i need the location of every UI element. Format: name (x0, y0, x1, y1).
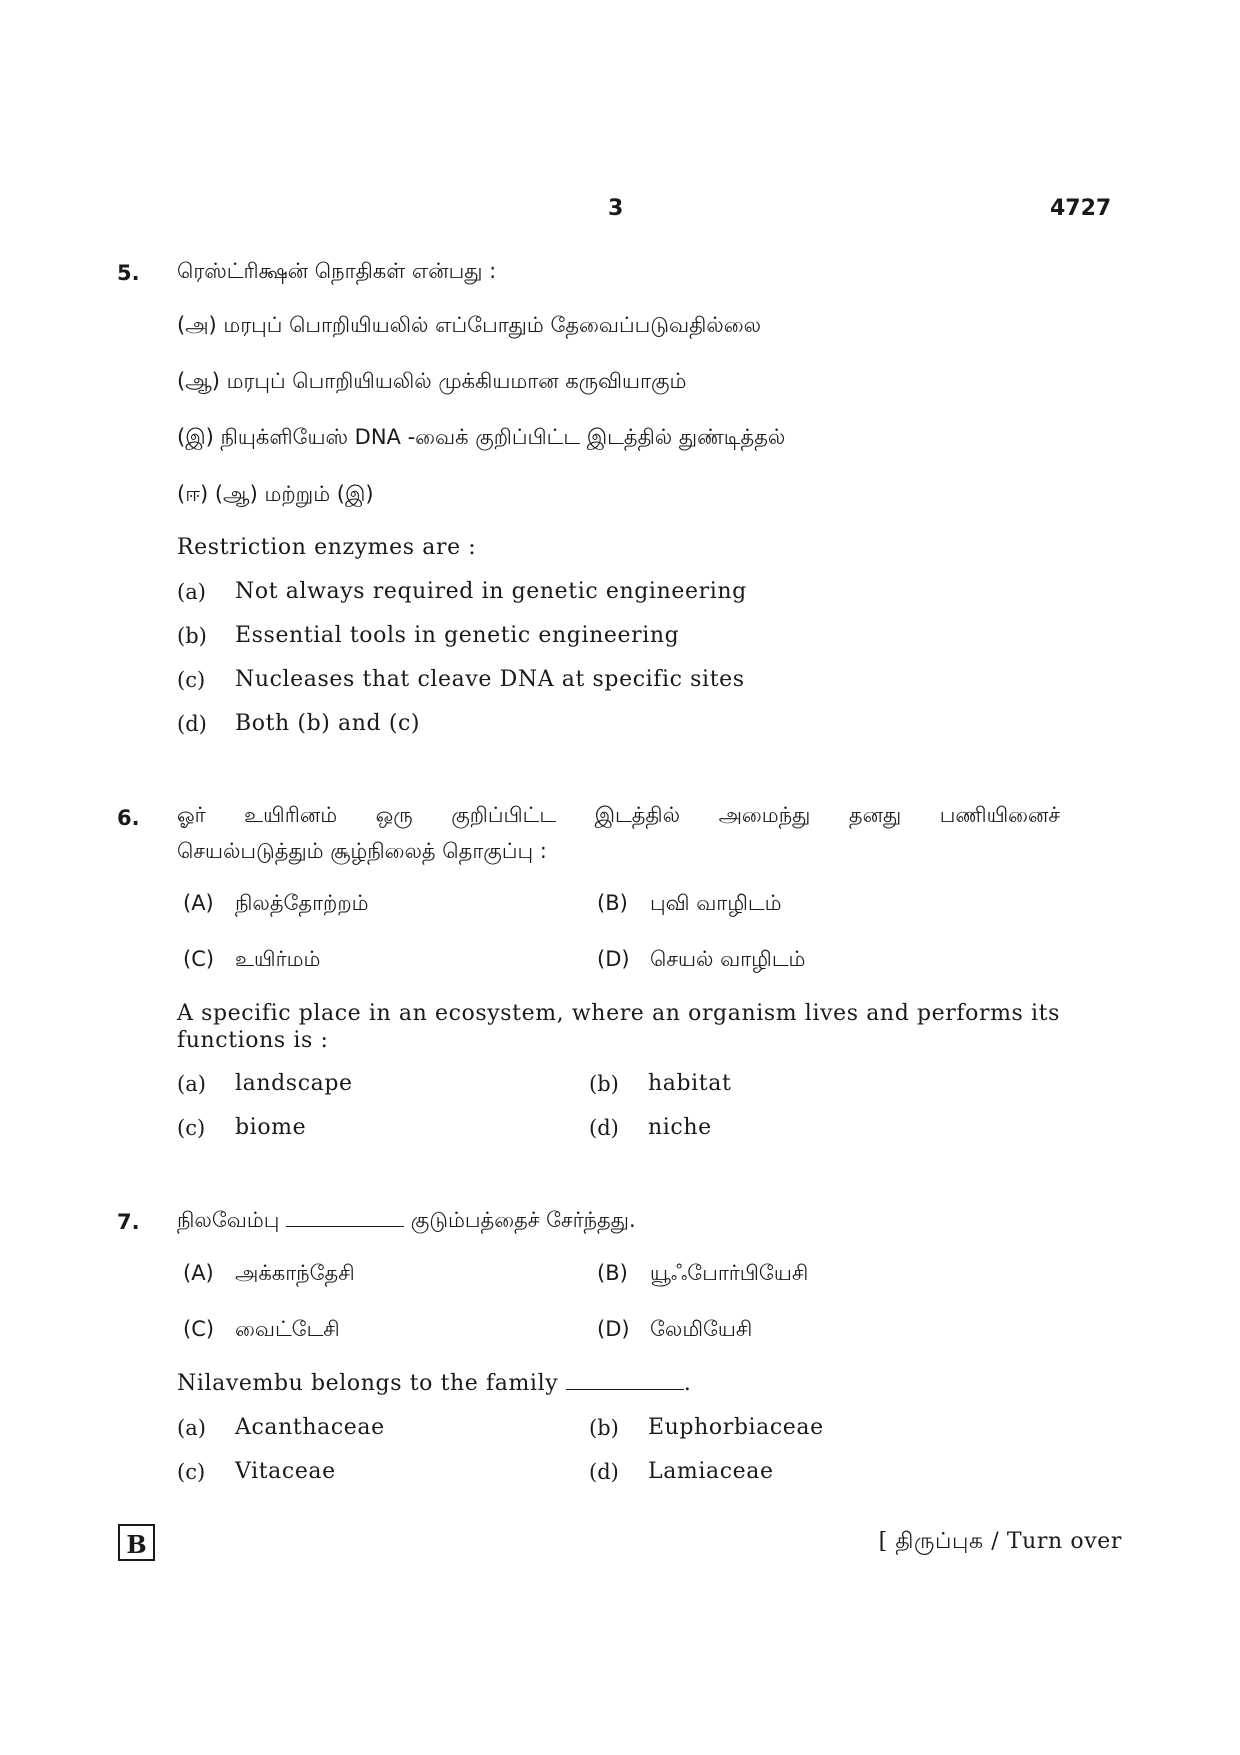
stem-text-before: Nilavembu belongs to the family (177, 1371, 559, 1396)
option-text: landscape (235, 1071, 353, 1096)
option-label: (a) (177, 1416, 206, 1440)
question-stem-tamil (177, 1208, 636, 1235)
question-stem-english-line: functions is : (177, 1028, 329, 1053)
option-tamil: லேமியேசி (650, 1317, 753, 1341)
option-label: (d) (177, 712, 207, 736)
option-tamil: நிலத்தோற்றம் (235, 891, 369, 915)
option-label: (a) (177, 1072, 206, 1096)
page-number: 3 (608, 196, 624, 221)
option-text: Lamiaceae (648, 1459, 774, 1484)
question-number: 5. (117, 261, 140, 285)
option-label: (b) (589, 1072, 619, 1096)
series-letter-box: B (118, 1524, 155, 1561)
option-tamil: செயல் வாழிடம் (650, 947, 806, 971)
option-label: (D) (597, 1317, 630, 1341)
question-stem-tamil-line: செயல்படுத்தும் சூழ்நிலைத் தொகுப்பு : (177, 839, 547, 863)
option-label: (c) (177, 668, 206, 692)
stem-text-before: நிலவேம்பு (177, 1208, 280, 1232)
question-number: 6. (117, 806, 140, 830)
option-text: Both (b) and (c) (235, 711, 421, 736)
option-label: (b) (177, 624, 207, 648)
option-tamil: (அ) மரபுப் பொறியியலில் எப்போதும் தேவைப்படுவதில்லை (177, 313, 762, 337)
option-tamil: (இ) நியுக்ளியேஸ் DNA -வைக் குறிப்பிட்ட இடத்தில் துண்டித்தல் (177, 425, 786, 449)
option-text: Euphorbiaceae (648, 1415, 824, 1440)
answer-blank (286, 1208, 404, 1227)
option-text: Essential tools in genetic engineering (235, 623, 680, 648)
paper-code: 4727 (1050, 196, 1112, 221)
option-label: (B) (597, 1261, 628, 1285)
option-tamil: அக்காந்தேசி (235, 1261, 355, 1285)
option-text: Vitaceae (235, 1459, 336, 1484)
option-label: (b) (589, 1416, 619, 1440)
option-label: (d) (589, 1116, 619, 1140)
option-label: (c) (177, 1460, 206, 1484)
option-text: habitat (648, 1071, 732, 1096)
question-stem-tamil-line: ஓர் உயிரினம் ஒரு குறிப்பிட்ட இடத்தில் அமைந்து தனது பணியினைச் (177, 803, 1060, 827)
turn-over-text: [ திருப்புக / Turn over (878, 1529, 1122, 1554)
option-label: (A) (183, 1261, 214, 1285)
stem-text-after: . (683, 1371, 692, 1396)
question-stem-english-line: A specific place in an ecosystem, where an organism lives and performs its (177, 1001, 1061, 1026)
option-text: niche (648, 1115, 712, 1140)
option-tamil: யூஃபோர்பியேசி (650, 1261, 809, 1285)
option-label: (D) (597, 947, 630, 971)
option-label: (B) (597, 891, 628, 915)
option-tamil: புவி வாழிடம் (650, 891, 782, 915)
question-number: 7. (117, 1210, 140, 1234)
option-tamil: வைட்டேசி (235, 1317, 340, 1341)
option-tamil: உயிர்மம் (235, 947, 321, 971)
option-text: Not always required in genetic engineering (235, 579, 747, 604)
answer-blank (566, 1371, 684, 1390)
question-stem-english: Restriction enzymes are : (177, 535, 477, 560)
question-stem-english (177, 1371, 691, 1396)
option-text: Acanthaceae (235, 1415, 385, 1440)
option-label: (d) (589, 1460, 619, 1484)
option-tamil: (ஈ) (ஆ) மற்றும் (இ) (177, 482, 374, 506)
option-text: biome (235, 1115, 307, 1140)
option-label: (c) (177, 1116, 206, 1140)
option-text: Nucleases that cleave DNA at specific sites (235, 667, 745, 692)
option-label: (C) (183, 1317, 215, 1341)
stem-text-after: குடும்பத்தைச் சேர்ந்தது. (410, 1208, 636, 1232)
option-tamil: (ஆ) மரபுப் பொறியியலில் முக்கியமான கருவியாகும் (177, 369, 687, 393)
option-label: (A) (183, 891, 214, 915)
option-label: (a) (177, 580, 206, 604)
option-label: (C) (183, 947, 215, 971)
question-stem-tamil: ரெஸ்ட்ரிக்ஷன் நொதிகள் என்பது : (177, 259, 497, 283)
